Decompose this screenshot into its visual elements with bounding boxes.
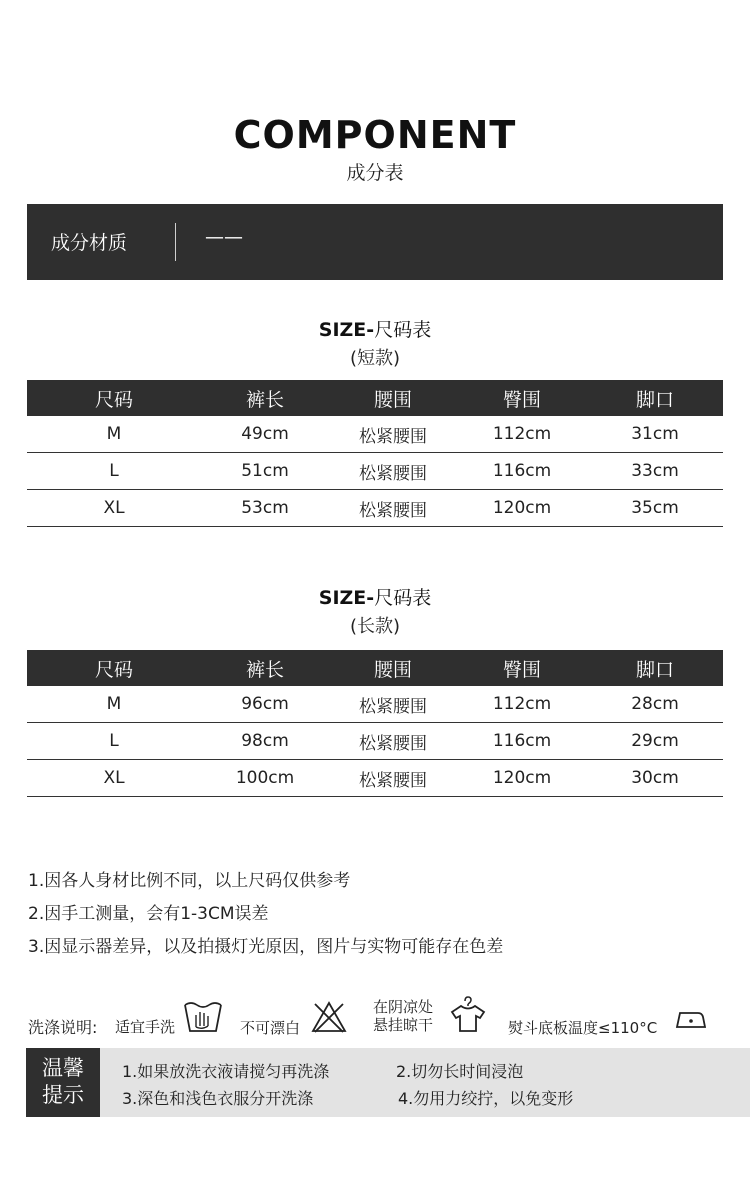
long-size-heading [0, 583, 750, 610]
composition-value: —— [205, 226, 243, 248]
table-cell: 31cm [587, 416, 723, 453]
table-cell: 120cm [457, 490, 587, 527]
column-header: 裤长 [201, 380, 329, 416]
notes-list [28, 868, 503, 967]
warm-tips-label [26, 1048, 100, 1117]
table-cell: XL [27, 490, 201, 527]
hand-wash-icon [183, 999, 223, 1035]
care-label: 洗涤说明: [28, 1018, 98, 1037]
iron-label: 熨斗底板温度≤110°C [508, 1019, 658, 1037]
table-cell: M [27, 416, 201, 453]
long-size-heading-bold: SIZE- [318, 587, 375, 609]
table-cell: 116cm [457, 453, 587, 490]
tip-item: 1.如果放洗衣液请搅匀再洗涤 [122, 1062, 330, 1081]
composition-label: 成分材质 [51, 232, 128, 254]
table-cell: 120cm [457, 760, 587, 797]
table-cell: 100cm [201, 760, 329, 797]
no-bleach-icon [311, 1000, 347, 1034]
iron-icon [674, 1008, 706, 1030]
column-header: 脚口 [587, 380, 723, 416]
table-cell: 96cm [201, 686, 329, 723]
column-header: 尺码 [27, 380, 201, 416]
table-cell: 112cm [457, 686, 587, 723]
short-size-table [27, 380, 723, 527]
long-size-heading-rest: 尺码表 [374, 587, 432, 609]
note-item: 3.因显示器差异，以及拍摄灯光原因，图片与实物可能存在色差 [28, 937, 504, 957]
warm-tips-box [26, 1048, 750, 1117]
warm-tips-label-line2: 提示 [42, 1083, 84, 1107]
short-size-heading-bold: SIZE- [318, 319, 375, 341]
hand-wash-label: 适宜手洗 [115, 1018, 176, 1036]
column-header: 臀围 [457, 650, 587, 686]
table-cell: 53cm [201, 490, 329, 527]
table-header-row [27, 650, 723, 686]
composition-bar [27, 204, 723, 280]
tip-item: 2.切勿长时间浸泡 [396, 1062, 524, 1081]
table-cell: 33cm [587, 453, 723, 490]
table-row [27, 453, 723, 490]
table-row [27, 416, 723, 453]
note-item: 1.因各人身材比例不同，以上尺码仅供参考 [28, 871, 351, 891]
note-item: 2.因手工测量，会有1-3CM误差 [28, 904, 269, 924]
table-row [27, 490, 723, 527]
table-row [27, 760, 723, 797]
column-header: 尺码 [27, 650, 201, 686]
tip-item: 4.勿用力绞拧，以免变形 [398, 1089, 574, 1108]
table-cell: 松紧腰围 [329, 453, 457, 490]
composition-divider [175, 223, 176, 261]
table-cell: 116cm [457, 723, 587, 760]
table-cell: 98cm [201, 723, 329, 760]
table-cell: 49cm [201, 416, 329, 453]
tip-item: 3.深色和浅色衣服分开洗涤 [122, 1089, 314, 1108]
dry-label-line1: 在阴凉处 [373, 998, 434, 1016]
table-cell: XL [27, 760, 201, 797]
column-header: 脚口 [587, 650, 723, 686]
dry-label-line2: 悬挂晾干 [373, 1016, 434, 1034]
table-row [27, 723, 723, 760]
care-instructions [28, 996, 728, 1040]
table-cell: 松紧腰围 [329, 723, 457, 760]
short-size-heading-rest: 尺码表 [374, 319, 432, 341]
long-size-subheading: (长款) [349, 616, 401, 637]
table-cell: 35cm [587, 490, 723, 527]
warm-tips-label-line1: 温馨 [42, 1056, 84, 1080]
column-header: 腰围 [329, 650, 457, 686]
table-cell: L [27, 453, 201, 490]
table-cell: L [27, 723, 201, 760]
page-subtitle: 成分表 [346, 162, 404, 184]
short-size-heading [0, 315, 750, 342]
column-header: 裤长 [201, 650, 329, 686]
hang-dry-icon [448, 996, 488, 1034]
table-cell: 28cm [587, 686, 723, 723]
table-cell: 松紧腰围 [329, 416, 457, 453]
table-cell: 松紧腰围 [329, 760, 457, 797]
table-cell: 112cm [457, 416, 587, 453]
column-header: 腰围 [329, 380, 457, 416]
no-bleach-label: 不可漂白 [240, 1019, 301, 1037]
table-row [27, 686, 723, 723]
table-cell: 松紧腰围 [329, 490, 457, 527]
long-size-table [27, 650, 723, 797]
table-cell: 松紧腰围 [329, 686, 457, 723]
table-cell: 51cm [201, 453, 329, 490]
table-cell: 29cm [587, 723, 723, 760]
table-header-row [27, 380, 723, 416]
table-cell: 30cm [587, 760, 723, 797]
column-header: 臀围 [457, 380, 587, 416]
page-title: COMPONENT [233, 113, 517, 157]
table-cell: M [27, 686, 201, 723]
short-size-subheading: (短款) [349, 348, 401, 369]
